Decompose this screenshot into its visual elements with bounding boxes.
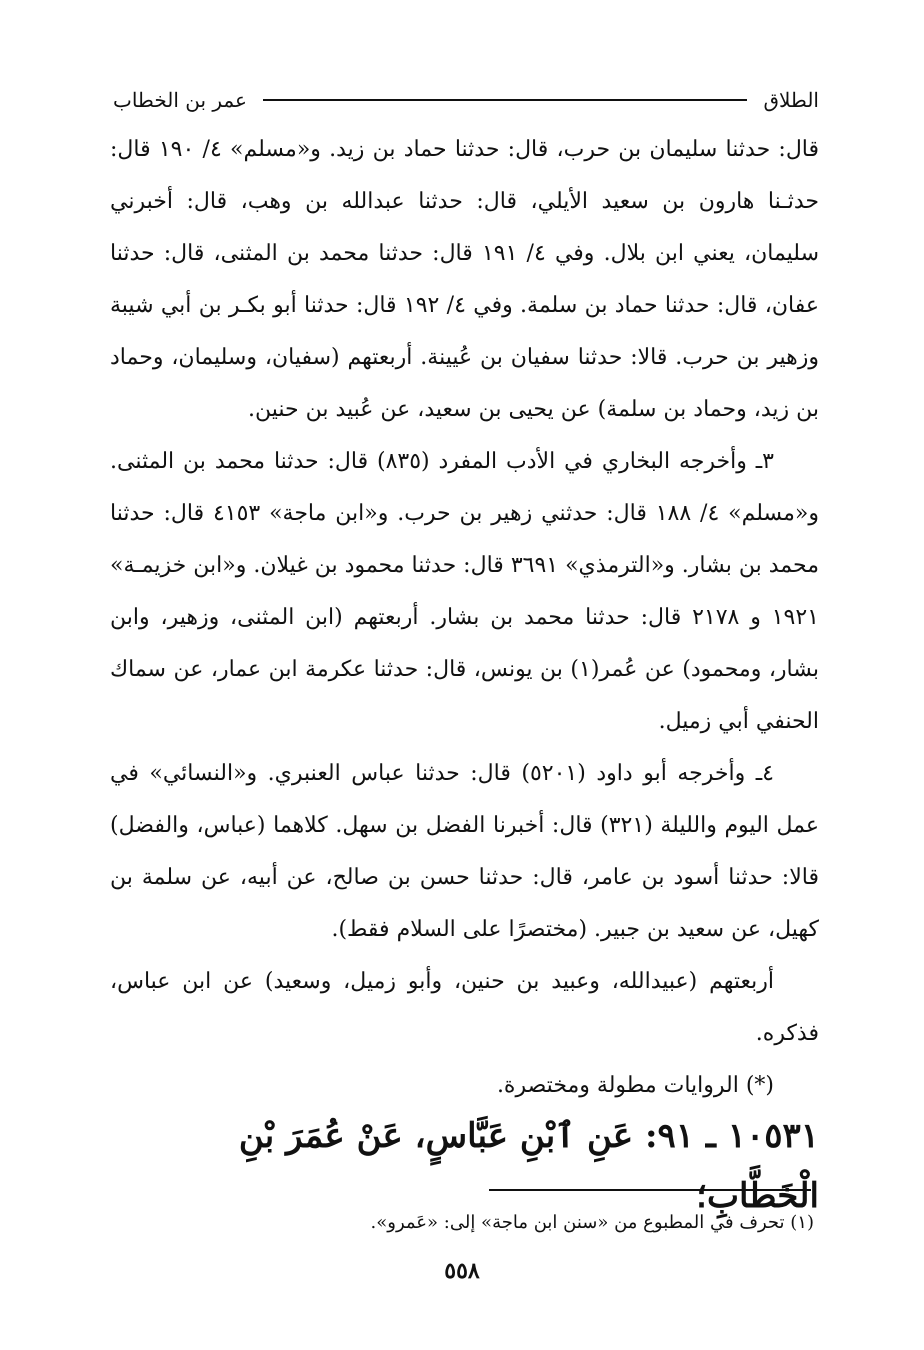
header-rule xyxy=(263,99,748,101)
footnote: (١) تحرف في المطبوع من «سنن ابن ماجة» إلى: «عَمرو». xyxy=(370,1212,814,1233)
hadith-heading: ١٠٥٣١ ـ ٩١: عَنِ ٱبْنِ عَبَّاسٍ، عَنْ عُمَرَ بْنِ الْخَطَّابِ؛ xyxy=(238,1116,819,1216)
running-header xyxy=(113,86,819,114)
paragraph-chain-continuation: قال: حدثنا سليمان بن حرب، قال: حدثنا حماد بن زيد. و«مسلم» ٤/ ١٩٠ قال: حدثـنا هارون بن سعيد الأيلي، قال: حدثنا عبدالله بن وهب، قال: أخبرني سليمان، يعني ابن بلال. وفي ٤/ ١٩١ قال: حدثنا محمد بن المثنى، قال: حدثنا عفان، قال: حدثنا حماد بن سلمة. وفي ٤/ ١٩٢ قال: حدثنا أبو بكـر بن أبي شيبة وزهير بن حرب. قالا: حدثنا سفيان بن عُيينة. أربعتهم (سفيان، وسليمان، وحماد بن زيد، وحماد بن سلمة) عن يحيى بن سعيد، عن عُبيد بن حنين. xyxy=(110,137,820,422)
paragraph-item-4: ٤ـ وأخرجه أبو داود (٥٢٠١) قال: حدثنا عباس العنبري. و«النسائي» في عمل اليوم والليلة (٣٢١) قال: أخبرنا الفضل بن سهل. كلاهما (عباس، والفضل) قالا: حدثنا أسود بن عامر، قال: حدثنا حسن بن صالح، عن أبيه، عن سلمة بن كهيل، عن سعيد بن جبير. (مختصرًا على السلام فقط). xyxy=(110,761,819,942)
page-number: ٥٥٨ xyxy=(444,1258,480,1284)
main-text xyxy=(110,124,819,1112)
header-section-title: عمر بن الخطاب xyxy=(113,88,247,112)
header-chapter-title: الطلاق xyxy=(763,88,819,112)
paragraph-note: (*) الروايات مطولة ومختصرة. xyxy=(496,1073,774,1098)
paragraph-summary: أربعتهم (عبيدالله، وعبيد بن حنين، وأبو زميل، وسعيد) عن ابن عباس، فذكره. xyxy=(110,969,819,1046)
paragraph-item-3: ٣ـ وأخرجه البخاري في الأدب المفرد (٨٣٥) قال: حدثنا محمد بن المثنى. و«مسلم» ٤/ ١٨٨ قال: حدثني زهير بن حرب. و«ابن ماجة» ٤١٥٣ قال: حدثنا محمد بن بشار. و«الترمذي» ٣٦٩١ قال: حدثنا محمود بن غيلان. و«ابن خزيمـة» ١٩٢١ و ٢١٧٨ قال: حدثنا محمد بن بشار. أربعتهم (ابن المثنى، وزهير، وابن بشار، ومحمود) عن عُمر(١) بن يونس، قال: حدثنا عكرمة ابن عمار، عن سماك الحنفي أبي زميل. xyxy=(110,449,820,734)
footnote-separator xyxy=(489,1189,811,1191)
